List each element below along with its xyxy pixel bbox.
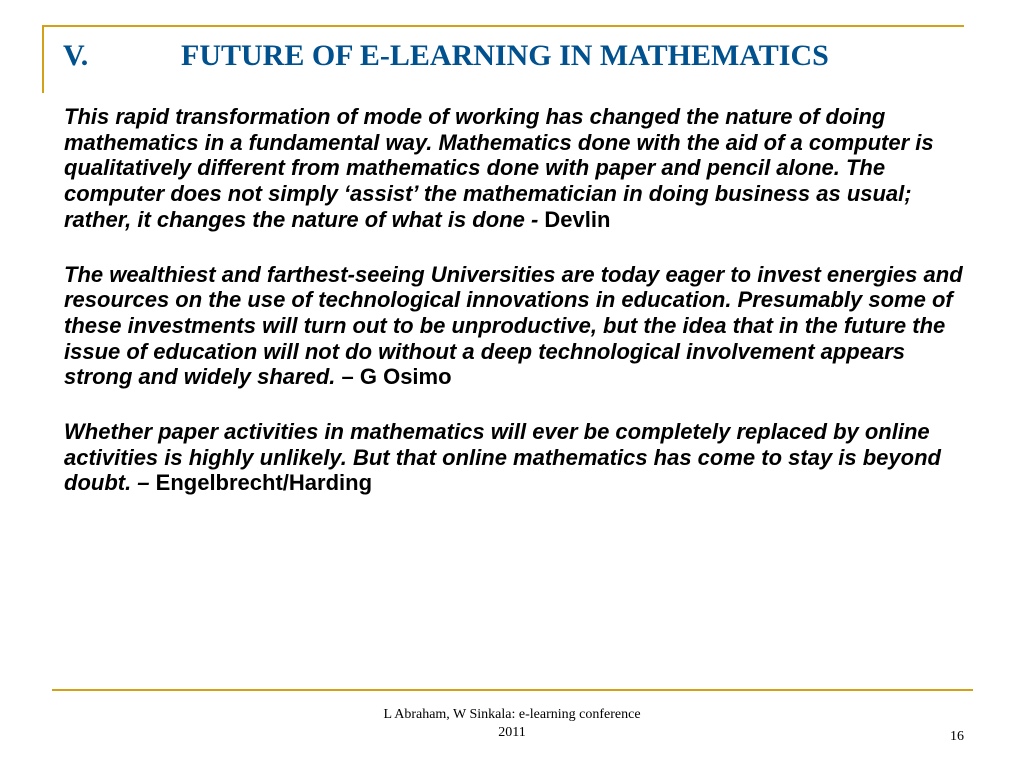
quote-author: Engelbrecht/Harding bbox=[155, 470, 373, 496]
quote-author: – G Osimo bbox=[341, 364, 452, 390]
quote-text: This rapid transformation of mode of working has changed the nature of doing mathematics in a fundamental way. Mathematics done with the aid of a computer is qualitatively different from mathematics done with paper and pencil alone. The computer does not simply ‘assist’ the mathematician in doing business as usual; rather, it changes the nature of what is done - bbox=[64, 104, 934, 232]
title-section-number: V. bbox=[63, 39, 89, 72]
quote-devlin bbox=[64, 104, 974, 233]
footer-divider-line bbox=[52, 689, 973, 691]
quote-author: Devlin bbox=[544, 206, 611, 232]
left-accent-line bbox=[42, 25, 44, 93]
slide-page-number: 16 bbox=[950, 729, 964, 744]
quote-osimo bbox=[64, 262, 974, 391]
quote-engelbrecht-harding bbox=[64, 419, 974, 496]
quote-text: The wealthiest and farthest-seeing Universities are today eager to invest energies and resources on the use of technological innovations in education. Presumably some of these investments will turn out to be unproductive, but the idea that in the future the issue of education will not do without a deep technological involvement appears strong and widely shared. bbox=[64, 261, 963, 390]
title-text: FUTURE OF E-LEARNING IN MATHEMATICS bbox=[181, 39, 829, 72]
quotes-body bbox=[64, 104, 974, 525]
quote-text: Whether paper activities in mathematics will ever be completely replaced by online activities is highly unlikely. But that online mathematics has come to stay is beyond doubt. – bbox=[64, 419, 941, 496]
footer-line-2: 2011 bbox=[498, 725, 526, 740]
footer-line-1: L Abraham, W Sinkala: e-learning conference bbox=[383, 707, 641, 722]
slide-title bbox=[63, 38, 829, 74]
top-divider-line bbox=[42, 25, 964, 27]
footer-citation bbox=[320, 706, 704, 742]
